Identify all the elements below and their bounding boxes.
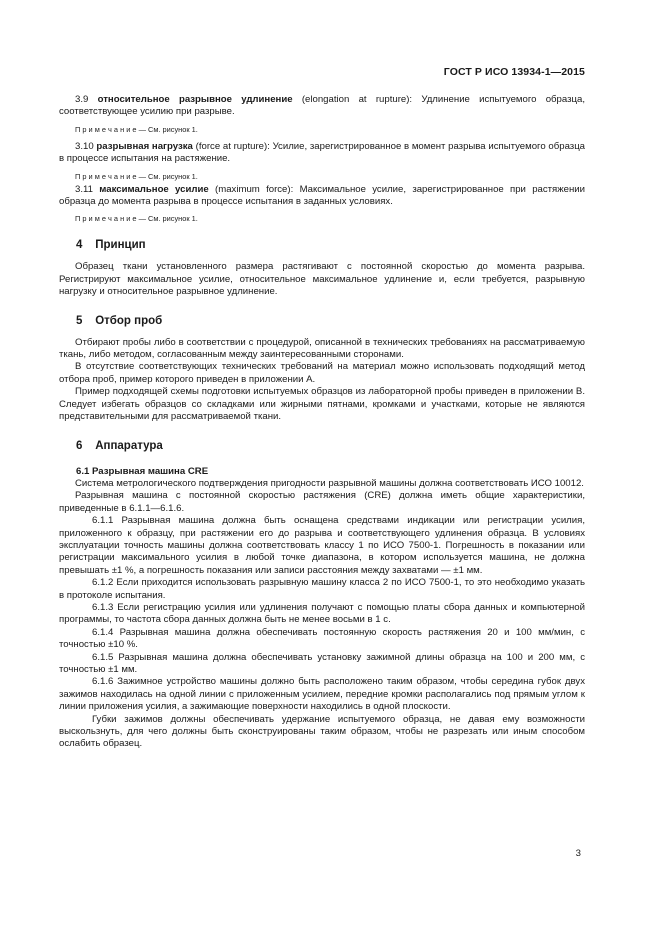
note-label: П р и м е ч а н и е [75, 124, 137, 134]
section-title: Отбор проб [95, 314, 163, 327]
definition-3-10 [59, 141, 585, 166]
section-title: Аппаратура [95, 439, 163, 452]
subsection-6-1-heading [59, 466, 585, 478]
note-text: — См. рисунок 1. [138, 124, 198, 134]
section-5-paragraph-2: В отсутствие соответствующих технических требований на материал можно использовать подходящий метод отбора проб, пример которого приведен в приложении А. [59, 361, 585, 385]
note-text: — См. рисунок 1. [138, 171, 198, 181]
paragraph-6-1-1: 6.1.1 Разрывная машина должна быть оснащена средствами индикации или регистрации усилия, приложенного к образцу, при растяжении его до разрыва и соответствующего удлинения образца. В условиях эксплуатации точность машины должна соответствовать классу 1 по ИСО 7500-1. Погрешность в показании или регистрации максимального усилия в любой точке диапазона, в котором используется машина, не должна превышать ±1 %, а погрешность показания или записи расстояния между захватами — ±1 мм. [59, 515, 585, 576]
page-number: 3 [575, 848, 581, 859]
definition-term: максимальное усилие [99, 183, 209, 195]
definition-english: (maximum force): [215, 183, 294, 195]
definition-number: 3.10 [75, 140, 94, 152]
section-4-heading [59, 239, 585, 251]
note [59, 125, 585, 135]
page-content [59, 94, 585, 751]
section-4-paragraph: Образец ткани установленного размера растягивают с постоянной скоростью до момента разрыва. Регистрируют максимальное усилие, относительное максимальное удлинение и, если требуется, разрывную нагрузку и относительное разрывное удлинение. [59, 261, 585, 298]
section-number: 6 [76, 439, 83, 452]
section-number: 5 [76, 314, 83, 327]
subsection-title: Разрывная машина CRE [92, 465, 209, 477]
paragraph-6-1-3: 6.1.3 Если регистрацию усилия или удлинения получают с помощью платы сбора данных и компьютерной программы, то частота сбора данных должна быть не менее восьми в 1 с. [59, 601, 585, 626]
paragraph-cre-machine: Разрывная машина с постоянной скоростью растяжения (CRE) должна иметь общие характеристики, приведенные в 6.1.1—6.1.6. [59, 490, 585, 514]
paragraph-metrology: Система метрологического подтверждения пригодности разрывной машины должна соответствовать ИСО 10012. [75, 477, 584, 489]
section-title: Принцип [95, 239, 146, 252]
paragraph-6-1-4: 6.1.4 Разрывная машина должна обеспечивать постоянную скорость растяжения 20 и 100 мм/мин, с точностью ±10 %. [59, 626, 585, 651]
note-label: П р и м е ч а н и е [75, 214, 137, 224]
section-6-heading [59, 440, 585, 452]
paragraph-6-1-5: 6.1.5 Разрывная машина должна обеспечивать установку зажимной длины образца на 100 и 200 мм, с точностью ±1 мм. [59, 651, 585, 675]
section-5-paragraph-1: Отбирают пробы либо в соответствии с процедурой, описанной в технических требованиях на рассматриваемую ткань, либо методом, согласованным между заинтересованными сторонами. [59, 336, 585, 361]
definition-text: Усилие, зарегистрированное в момент разрыва испытуемого образца в процессе испытания на растяжение. [59, 140, 586, 165]
paragraph-jaws: Губки зажимов должны обеспечивать удержание испытуемого образца, не давая ему возможности выскользнуть, для чего должны быть сконструированы таким образом, чтобы не разрезать или иным способом ослабить образец. [59, 713, 585, 750]
document-header: ГОСТ Р ИСО 13934-1—2015 [443, 66, 585, 78]
note [59, 214, 585, 224]
definition-3-11 [59, 184, 585, 209]
definition-3-9 [59, 94, 585, 119]
paragraph-6-1-2: 6.1.2 Если приходится использовать разрывную машину класса 2 по ИСО 7500-1, то это необходимо указать в протоколе испытания. [59, 577, 585, 601]
definition-english: (elongation at rupture): [301, 94, 413, 105]
definition-text: Удлинение испытуемого образца, соответствующее усилию при разрыве. [59, 94, 586, 118]
note-text: — См. рисунок 1. [138, 214, 198, 224]
definition-text: Максимальное усилие, зарегистрированное при растяжении образца до момента разрыва в процессе испытания в заданных условиях. [59, 183, 586, 208]
section-number: 4 [76, 239, 83, 252]
section-5-paragraph-3: Пример подходящей схемы подготовки испытуемых образцов из лабораторной пробы приведен в приложении В. Следует избегать образцов со складками или жирными пятнами, кромками и участками, которые не являются представительными для рассматриваемой ткани. [59, 386, 585, 423]
definition-term: разрывная нагрузка [96, 140, 193, 152]
subsection-number: 6.1 [76, 465, 90, 477]
section-5-heading [59, 315, 585, 327]
definition-number: 3.9 [75, 94, 89, 105]
definition-english: (force at rupture): [195, 140, 270, 152]
definition-term: относительное разрывное удлинение [97, 94, 293, 105]
definition-number: 3.11 [75, 183, 93, 195]
paragraph-6-1-6: 6.1.6 Зажимное устройство машины должно быть расположено таким образом, чтобы середина губок двух зажимов находилась на одной линии с приложенным усилием, передние кромки располагались под прямым углом к линии приложения усилия, а зажимающие поверхности находились в одной плоскости. [59, 676, 585, 713]
note-label: П р и м е ч а н и е [75, 171, 137, 181]
note [59, 172, 585, 182]
